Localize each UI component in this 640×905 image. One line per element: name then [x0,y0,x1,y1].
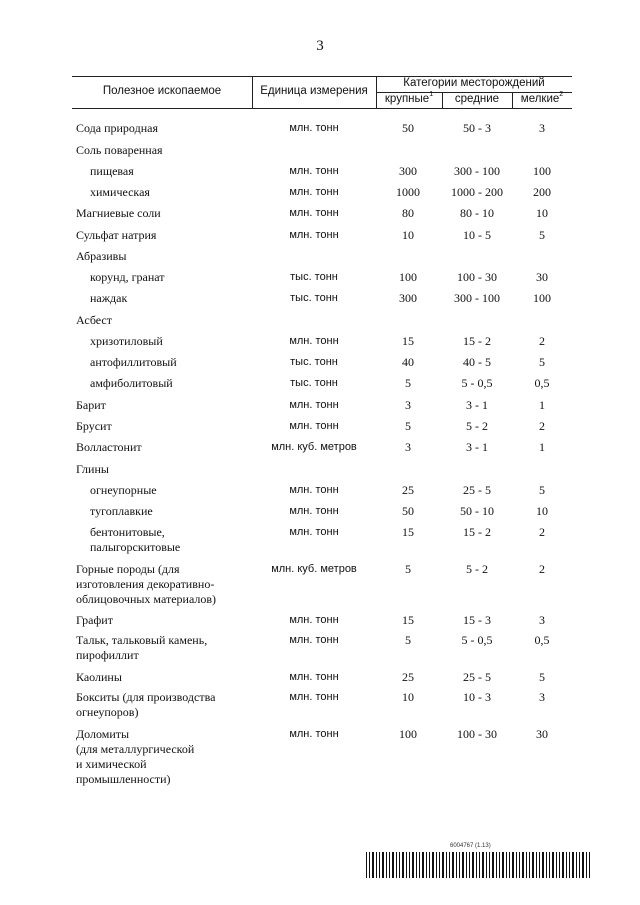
large-value: 10 [402,228,414,242]
medium-value: 10 - 3 [463,690,491,704]
medium-value: 50 - 3 [463,121,491,135]
unit-cell: млн. тонн [289,526,339,538]
small-value: 2 [539,334,545,348]
unit-cell: млн. тонн [289,399,339,411]
large-value: 25 [402,670,414,684]
medium-value: 25 - 5 [463,483,491,497]
medium-value: 40 - 5 [463,355,491,369]
mineral-name: огнеупорные [90,483,157,497]
unit-cell: тыс. тонн [290,292,338,304]
mineral-name: Тальк, тальковый камень, пирофиллит [76,633,208,662]
header-medium [442,93,512,105]
small-value: 10 [536,206,548,220]
unit-cell: млн. тонн [289,165,339,177]
large-value: 1000 [396,185,420,199]
unit-cell: млн. тонн [289,335,339,347]
small-value: 5 [539,355,545,369]
medium-value: 15 - 2 [463,525,491,539]
large-value: 5 [405,376,411,390]
unit-cell: тыс. тонн [290,377,338,389]
header-bottom-rule [72,108,572,109]
small-value: 0,5 [534,376,550,390]
mineral-name: хризотиловый [90,334,163,348]
unit-cell: млн. тонн [289,207,339,219]
small-value: 0,5 [534,633,550,647]
medium-value: 5 - 0,5 [461,376,493,390]
unit-cell: млн. тонн [289,691,339,703]
small-value: 5 [539,228,545,242]
large-value: 25 [402,483,414,497]
medium-value: 1000 - 200 [451,185,503,199]
large-value: 15 [402,613,414,627]
unit-cell: тыс. тонн [290,356,338,368]
header-medium-label: средние [454,93,500,105]
header-small-footnote: 2 [559,91,564,98]
large-value: 80 [402,206,414,220]
header-large-label: крупные [384,93,430,105]
small-value: 3 [539,121,545,135]
large-value: 5 [405,562,411,576]
unit-cell: млн. тонн [289,186,339,198]
unit-cell: млн. куб. метров [271,563,357,575]
mineral-name: бентонитовые, палыгорскитовые [90,525,181,554]
medium-value: 5 - 2 [466,419,488,433]
medium-value: 80 - 10 [460,206,494,220]
mineral-name: наждак [90,291,128,305]
header-small [512,93,572,105]
small-value: 1 [539,440,545,454]
mineral-name: Брусит [76,419,112,433]
medium-value: 3 - 1 [466,440,488,454]
unit-cell: млн. тонн [289,420,339,432]
unit-cell: млн. тонн [289,122,339,134]
small-value: 200 [533,185,551,199]
unit-cell: млн. тонн [289,671,339,683]
unit-cell: млн. тонн [289,614,339,626]
mineral-name: корунд, гранат [90,270,165,284]
mineral-name: Каолины [76,670,122,684]
large-value: 100 [399,270,417,284]
mineral-name: Барит [76,398,106,412]
small-value: 2 [539,525,545,539]
unit-cell: млн. куб. метров [271,441,357,453]
header-mineral [72,85,252,97]
medium-value: 100 - 30 [457,727,497,741]
unit-cell: млн. тонн [289,229,339,241]
mineral-name: пищевая [90,164,134,178]
mineral-name: Доломиты (для металлургической и химической промышленности) [76,727,195,786]
barcode [366,852,590,878]
small-value: 30 [536,270,548,284]
large-value: 300 [399,291,417,305]
large-value: 15 [402,334,414,348]
mineral-name: Сульфат натрия [76,228,157,242]
header-unit [252,85,376,97]
header-small-label: мелкие [520,93,560,105]
small-value: 10 [536,504,548,518]
header-large-footnote: 1 [429,91,434,98]
small-value: 5 [539,483,545,497]
mineral-name: Бокситы (для производства огнеупоров) [76,690,216,719]
header-mineral-label: Полезное ископаемое [102,85,222,97]
unit-cell: млн. тонн [289,505,339,517]
medium-value: 100 - 30 [457,270,497,284]
small-value: 3 [539,690,545,704]
mineral-name: Глины [76,462,109,476]
mineral-name: тугоплавкие [90,504,153,518]
mineral-name: Сода природная [76,121,158,135]
medium-value: 15 - 3 [463,613,491,627]
header-categories [376,77,572,89]
medium-value: 3 - 1 [466,398,488,412]
medium-value: 5 - 0,5 [461,633,493,647]
mineral-name: Соль поваренная [76,143,163,157]
large-value: 100 [399,727,417,741]
large-value: 10 [402,690,414,704]
small-value: 3 [539,613,545,627]
mineral-name: антофиллитовый [90,355,177,369]
mineral-name: Графит [76,613,113,627]
large-value: 3 [405,440,411,454]
mineral-name: амфиболитовый [90,376,173,390]
small-value: 1 [539,398,545,412]
small-value: 100 [533,291,551,305]
mineral-name: химическая [90,185,150,199]
mineral-name: Горные породы (для изготовления декоративно- облицовочных материалов) [76,562,217,606]
unit-cell: млн. тонн [289,634,339,646]
medium-value: 300 - 100 [454,164,500,178]
small-value: 2 [539,562,545,576]
medium-value: 15 - 2 [463,334,491,348]
large-value: 15 [402,525,414,539]
small-value: 30 [536,727,548,741]
unit-cell: тыс. тонн [290,271,338,283]
mineral-name: Абразивы [76,249,127,263]
header-categories-label: Категории месторождений [403,77,545,89]
header-large [376,93,442,105]
mineral-name: Волластонит [76,440,142,454]
large-value: 300 [399,164,417,178]
small-value: 5 [539,670,545,684]
unit-cell: млн. тонн [289,728,339,740]
small-value: 2 [539,419,545,433]
page-number: 3 [316,38,324,54]
large-value: 50 [402,504,414,518]
medium-value: 5 - 2 [466,562,488,576]
medium-value: 10 - 5 [463,228,491,242]
document-code: 6004767 (1.13) [450,843,491,849]
medium-value: 25 - 5 [463,670,491,684]
large-value: 40 [402,355,414,369]
medium-value: 50 - 10 [460,504,494,518]
large-value: 3 [405,398,411,412]
large-value: 5 [405,419,411,433]
mineral-name: Асбест [76,313,112,327]
small-value: 100 [533,164,551,178]
large-value: 50 [402,121,414,135]
header-unit-label: Единица измерения [260,85,368,97]
mineral-name: Магниевые соли [76,206,161,220]
medium-value: 300 - 100 [454,291,500,305]
unit-cell: млн. тонн [289,484,339,496]
large-value: 5 [405,633,411,647]
